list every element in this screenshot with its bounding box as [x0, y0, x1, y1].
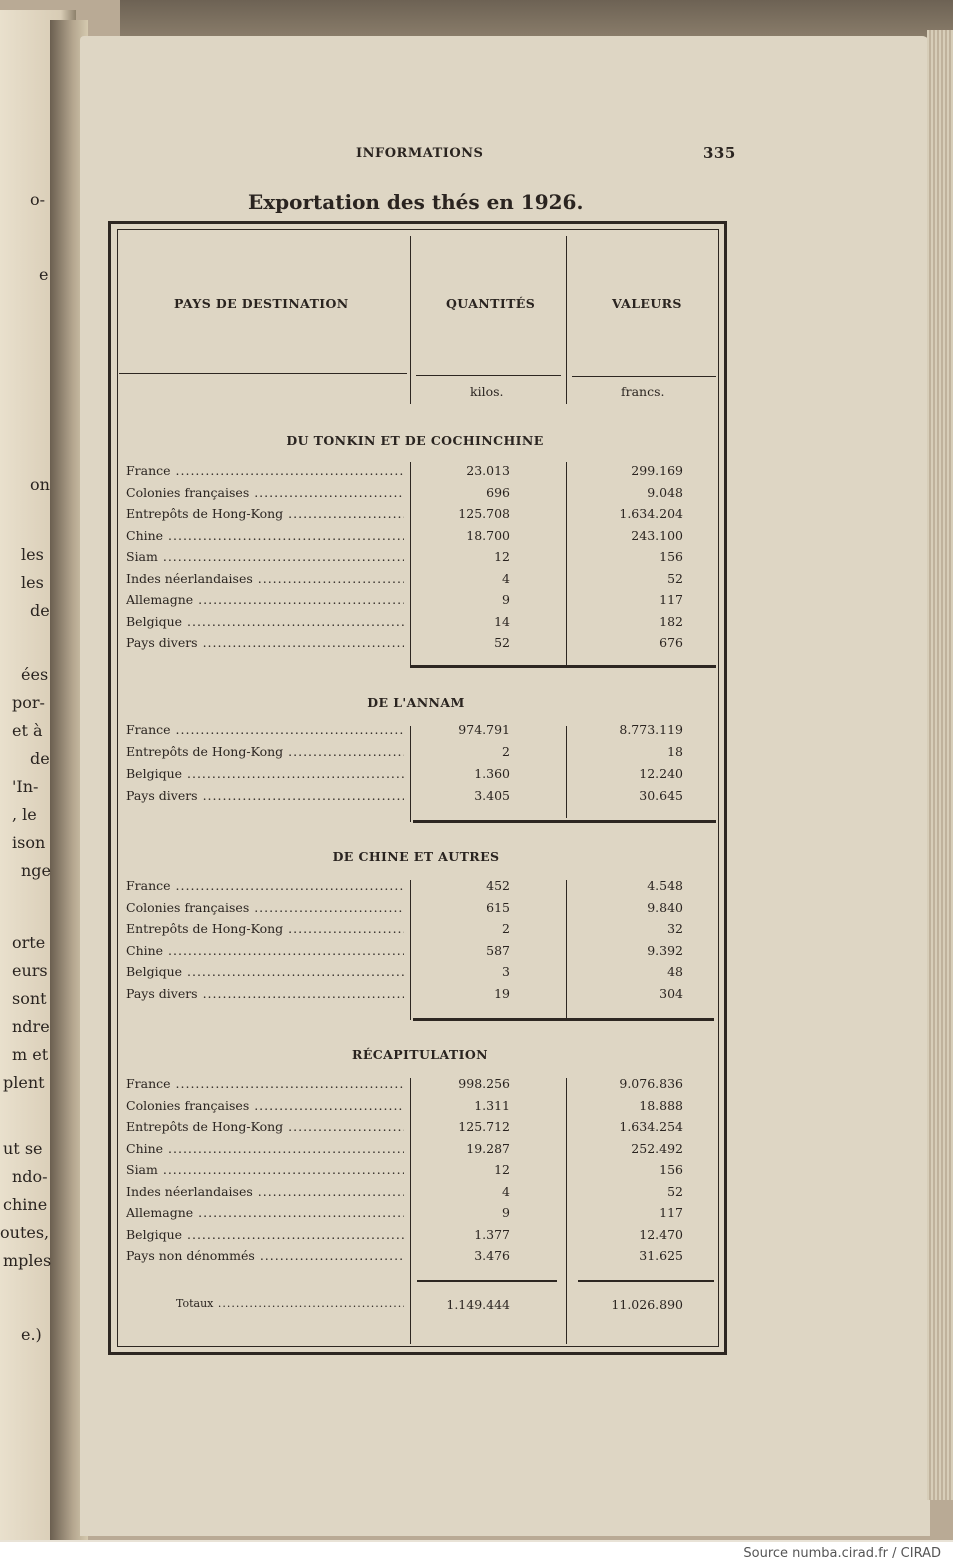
unit-francs: francs.: [621, 384, 665, 399]
left-page-fragment: ndo-: [12, 1167, 48, 1186]
table-row: [0, 1205, 953, 1226]
country-label: Chine .....: [126, 943, 404, 958]
totals-label: Totaux .....: [176, 1297, 404, 1310]
left-page-fragment: ées: [21, 665, 49, 684]
section-title-recapitulation: RÉCAPITULATION: [352, 1047, 488, 1062]
header-rule: [416, 375, 561, 376]
table-row: [0, 1141, 953, 1162]
value-cell: 9.840: [647, 899, 683, 915]
table-row: [0, 900, 953, 921]
left-page-fragment: de: [30, 749, 50, 768]
quantity-cell: 18.700: [466, 527, 510, 543]
left-page-fragment: , le: [12, 805, 37, 824]
value-cell: 156: [659, 549, 683, 564]
section-title-tonkin: DU TONKIN ET DE COCHINCHINE: [286, 433, 544, 448]
section-title-annam: DE L'ANNAM: [367, 695, 465, 710]
value-cell: 9.048: [647, 484, 683, 500]
left-page-fragment: et à: [12, 721, 43, 740]
value-cell: 1.634.204: [619, 506, 683, 521]
country-label: Allemagne .....: [126, 592, 404, 607]
table-row: [0, 1227, 953, 1248]
left-page-fragment: ison: [12, 833, 46, 852]
quantity-cell: 587: [486, 942, 510, 958]
page-number: 335: [703, 144, 736, 162]
country-label: Indes néerlandaises .....: [126, 1184, 404, 1199]
left-page-fragment: plent: [3, 1073, 45, 1092]
left-page-fragment: 'In-: [12, 777, 39, 796]
value-cell: 4.548: [647, 878, 683, 893]
table-row: [0, 943, 953, 964]
value-cell: 32: [667, 921, 683, 936]
section-rule: [413, 820, 716, 823]
quantity-cell: 2: [502, 921, 510, 936]
country-label: Belgique .....: [126, 964, 404, 979]
table-row: [0, 744, 953, 765]
quantity-cell: 615: [486, 899, 510, 915]
table-row: [0, 635, 953, 656]
value-cell: 1.634.254: [619, 1119, 683, 1134]
column-header-destination: PAYS DE DESTINATION: [174, 296, 349, 311]
table-row: [0, 528, 953, 549]
value-cell: 12.470: [639, 1226, 683, 1242]
table-row: [0, 986, 953, 1007]
table-row: [0, 921, 953, 942]
country-label: Chine .....: [126, 1141, 404, 1156]
left-page-fragment: m et: [12, 1045, 49, 1064]
table-row: [0, 1184, 953, 1205]
country-label: Allemagne .....: [126, 1205, 404, 1220]
value-cell: 117: [659, 1205, 683, 1220]
country-label: Belgique .....: [126, 1227, 404, 1242]
value-cell: 12.240: [639, 766, 683, 781]
value-cell: 9.392: [647, 942, 683, 958]
value-cell: 252.492: [631, 1140, 683, 1156]
page-stack-right: [927, 30, 953, 1500]
value-cell: 18: [667, 744, 683, 759]
quantity-cell: 3: [502, 964, 510, 979]
country-label: France .....: [126, 463, 404, 478]
country-label: Colonies françaises .....: [126, 900, 404, 915]
column-header-quantities: QUANTITÉS: [446, 296, 536, 311]
quantity-cell: 52: [494, 635, 510, 650]
country-label: Entrepôts de Hong-Kong .....: [126, 744, 404, 759]
table-row: [0, 463, 953, 484]
table-row: [0, 722, 953, 743]
table-row: [0, 1248, 953, 1269]
running-head: INFORMATIONS: [356, 146, 484, 161]
country-label: France .....: [126, 722, 404, 737]
quantity-cell: 14: [494, 613, 510, 629]
country-label: Chine .....: [126, 528, 404, 543]
left-page-fragment: sont: [12, 989, 47, 1008]
country-label: Entrepôts de Hong-Kong .....: [126, 921, 404, 936]
quantity-cell: 23.013: [466, 463, 510, 478]
country-label: Entrepôts de Hong-Kong .....: [126, 506, 404, 521]
quantity-cell: 4: [502, 570, 510, 586]
table-row: [0, 878, 953, 899]
totals-row: [0, 1297, 953, 1318]
left-page-fragment: on: [30, 475, 50, 494]
left-page-fragment: ndre: [12, 1017, 50, 1036]
left-page-fragment: de: [30, 601, 50, 620]
quantity-cell: 1.360: [474, 766, 510, 781]
value-cell: 30.645: [639, 788, 683, 803]
quantity-cell: 452: [486, 878, 510, 893]
table-row: [0, 1119, 953, 1140]
table-row: [0, 614, 953, 635]
value-cell: 243.100: [631, 527, 683, 543]
table-row: [0, 1076, 953, 1097]
value-cell: 31.625: [639, 1248, 683, 1263]
quantity-cell: 9: [502, 592, 510, 607]
quantity-cell: 19.287: [466, 1140, 510, 1156]
left-page-fragment: e: [39, 265, 49, 284]
left-page-fragment: orte: [12, 933, 46, 952]
section-rule: [410, 665, 716, 668]
country-label: Pays divers .....: [126, 986, 404, 1001]
quantity-cell: 12: [494, 549, 510, 564]
country-label: Indes néerlandaises .....: [126, 571, 404, 586]
unit-kilos: kilos.: [470, 384, 504, 399]
totals-quantity: 1.149.444: [446, 1297, 510, 1312]
left-page-fragment: por-: [12, 693, 45, 712]
country-label: Pays non dénommés .....: [126, 1248, 404, 1263]
value-cell: 18.888: [639, 1097, 683, 1113]
left-page-fragment: les: [21, 545, 44, 564]
page-header: [0, 146, 953, 166]
left-page-fragment: e.): [21, 1325, 42, 1344]
country-label: Siam .....: [126, 549, 404, 564]
quantity-cell: 974.791: [458, 722, 510, 737]
left-page-fragment: o-: [30, 190, 46, 209]
table-row: [0, 1098, 953, 1119]
country-label: Entrepôts de Hong-Kong .....: [126, 1119, 404, 1134]
totals-rule: [417, 1280, 557, 1282]
quantity-cell: 125.712: [458, 1119, 510, 1134]
left-page-fragment: ut se: [3, 1139, 43, 1158]
left-page-fragment: chine: [3, 1195, 48, 1214]
quantity-cell: 696: [486, 484, 510, 500]
value-cell: 8.773.119: [619, 722, 683, 737]
source-credit: Source numba.cirad.fr / CIRAD: [743, 1546, 941, 1561]
quantity-cell: 998.256: [458, 1076, 510, 1091]
country-label: Pays divers .....: [126, 635, 404, 650]
table-row: [0, 506, 953, 527]
table-row: [0, 485, 953, 506]
column-divider: [566, 236, 567, 404]
table-row: [0, 766, 953, 787]
column-header-values: VALEURS: [612, 296, 682, 311]
value-cell: 117: [659, 592, 683, 607]
left-page-fragment: nge: [21, 861, 52, 880]
quantity-cell: 1.311: [474, 1097, 510, 1113]
header-rule: [572, 376, 716, 377]
value-cell: 52: [667, 570, 683, 586]
section-title-chine: DE CHINE ET AUTRES: [332, 849, 500, 864]
value-cell: 9.076.836: [619, 1076, 683, 1091]
value-cell: 52: [667, 1183, 683, 1199]
country-label: Siam .....: [126, 1162, 404, 1177]
value-cell: 299.169: [631, 463, 683, 478]
quantity-cell: 3.405: [474, 788, 510, 803]
value-cell: 182: [659, 613, 683, 629]
column-divider: [410, 236, 411, 404]
quantity-cell: 1.377: [474, 1226, 510, 1242]
country-label: Belgique .....: [126, 614, 404, 629]
country-label: France .....: [126, 1076, 404, 1091]
left-page-fragment: mples: [3, 1251, 52, 1270]
quantity-cell: 2: [502, 744, 510, 759]
table-row: [0, 592, 953, 613]
quantity-cell: 3.476: [474, 1248, 510, 1263]
value-cell: 676: [659, 635, 683, 650]
table-row: [0, 964, 953, 985]
value-cell: 156: [659, 1162, 683, 1177]
table-row: [0, 549, 953, 570]
header-rule: [119, 373, 407, 374]
quantity-cell: 125.708: [458, 506, 510, 521]
left-page-fragment: les: [21, 573, 44, 592]
country-label: Pays divers .....: [126, 788, 404, 803]
quantity-cell: 19: [494, 985, 510, 1001]
section-rule: [413, 1018, 714, 1021]
country-label: Belgique .....: [126, 766, 404, 781]
table-row: [0, 788, 953, 809]
table-row: [0, 1162, 953, 1183]
table-row: [0, 571, 953, 592]
left-page-fragment: eurs: [12, 961, 48, 980]
value-cell: 48: [667, 964, 683, 979]
quantity-cell: 4: [502, 1183, 510, 1199]
country-label: Colonies françaises .....: [126, 1098, 404, 1113]
totals-rule: [578, 1280, 714, 1282]
country-label: Colonies françaises .....: [126, 485, 404, 500]
totals-value: 11.026.890: [611, 1297, 683, 1312]
value-cell: 304: [659, 985, 683, 1001]
source-footer: [0, 1542, 953, 1566]
country-label: France .....: [126, 878, 404, 893]
quantity-cell: 12: [494, 1162, 510, 1177]
quantity-cell: 9: [502, 1205, 510, 1220]
table-title: Exportation des thés en 1926.: [248, 190, 584, 214]
left-page-fragment: outes,: [0, 1223, 50, 1242]
